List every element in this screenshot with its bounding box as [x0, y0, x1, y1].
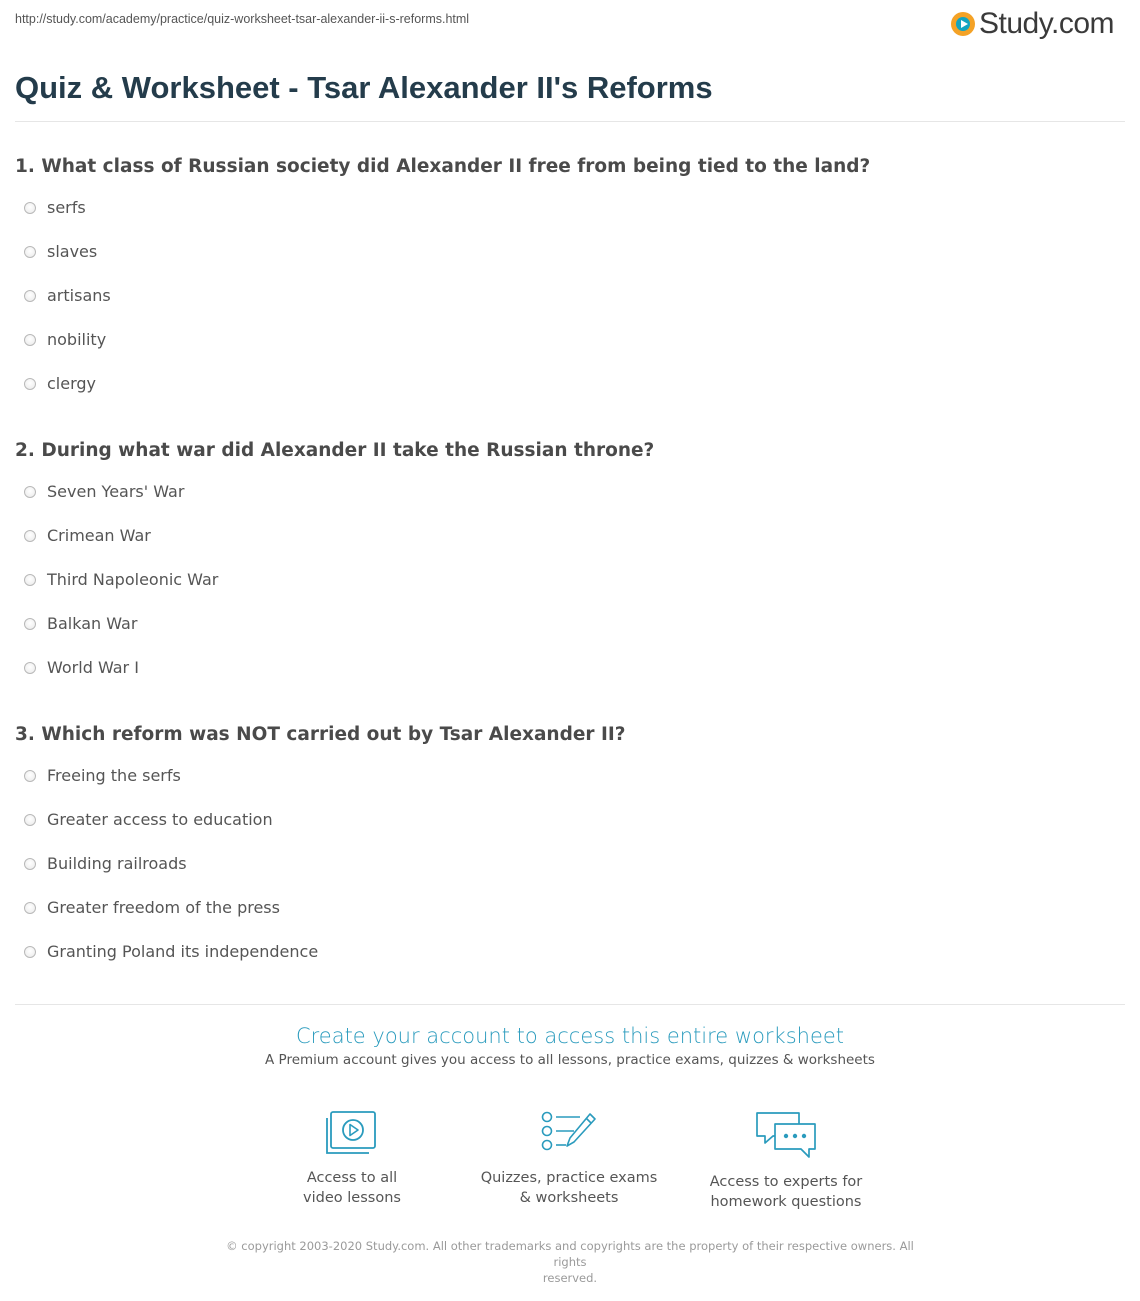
feature-quizzes [469, 1110, 669, 1208]
answer-option[interactable] [15, 854, 1115, 898]
answer-option[interactable] [15, 526, 1115, 570]
radio-button-icon[interactable] [24, 770, 36, 782]
answer-option[interactable] [15, 942, 1115, 986]
answer-option[interactable] [15, 570, 1115, 614]
answer-label: nobility [47, 330, 107, 349]
answer-label: clergy [47, 374, 97, 393]
copyright-footer: © copyright 2003-2020 Study.com. All other trademarks and copyrights are the property of their respective owners. All rights reserved. [226, 1239, 914, 1285]
answer-option[interactable] [15, 242, 1115, 286]
promo-divider [15, 1004, 1125, 1005]
radio-button-icon[interactable] [24, 530, 36, 542]
radio-button-icon[interactable] [24, 618, 36, 630]
answer-label: Greater access to education [47, 810, 273, 829]
answer-option[interactable] [15, 658, 1115, 702]
answer-option[interactable] [15, 374, 1115, 418]
question-text: 3. Which reform was NOT carried out by Tsar Alexander II? [15, 724, 626, 745]
feature-label: Access to experts for homework questions [709, 1174, 863, 1210]
answer-label: Granting Poland its independence [47, 942, 319, 961]
radio-button-icon[interactable] [24, 902, 36, 914]
logo-text: Study.com [979, 7, 1114, 40]
answer-option[interactable] [15, 286, 1115, 330]
answer-options [15, 482, 1115, 702]
question-1 [15, 155, 1115, 418]
answer-option[interactable] [15, 810, 1115, 854]
radio-button-icon[interactable] [24, 858, 36, 870]
answer-label: Crimean War [47, 526, 151, 545]
answer-options [15, 766, 1115, 986]
radio-button-icon[interactable] [24, 246, 36, 258]
answer-label: slaves [47, 242, 98, 261]
answer-label: Seven Years' War [47, 482, 185, 501]
answer-label: Third Napoleonic War [47, 570, 219, 589]
chat-bubbles-icon [753, 1110, 819, 1160]
answer-label: Balkan War [47, 614, 138, 633]
answer-option[interactable] [15, 614, 1115, 658]
question-2 [15, 439, 1115, 702]
answer-label: Building railroads [47, 854, 187, 873]
feature-video-lessons [252, 1110, 452, 1208]
page-title: Quiz & Worksheet - Tsar Alexander II's Reforms [15, 70, 713, 105]
answer-option[interactable] [15, 482, 1115, 526]
promo-subtitle: A Premium account gives you access to all lessons, practice exams, quizzes & worksheets [265, 1052, 875, 1068]
answer-option[interactable] [15, 766, 1115, 810]
question-text: 2. During what war did Alexander II take the Russian throne? [15, 440, 655, 461]
answer-label: Freeing the serfs [47, 766, 181, 785]
radio-button-icon[interactable] [24, 814, 36, 826]
radio-button-icon[interactable] [24, 662, 36, 674]
answer-options [15, 198, 1115, 418]
answer-option[interactable] [15, 198, 1115, 242]
quiz-checklist-icon [540, 1110, 598, 1156]
radio-button-icon[interactable] [24, 946, 36, 958]
signup-promo [0, 1024, 1140, 1068]
answer-label: serfs [47, 198, 86, 217]
answer-label: artisans [47, 286, 111, 305]
create-account-link[interactable]: Create your account to access this entire worksheet [295, 1024, 845, 1048]
feature-label: Access to all video lessons [303, 1170, 401, 1206]
answer-label: World War I [47, 658, 139, 677]
play-circle-logo-icon [951, 12, 975, 36]
feature-label: Quizzes, practice exams & worksheets [480, 1170, 658, 1206]
premium-features [0, 1110, 1140, 1210]
answer-option[interactable] [15, 898, 1115, 942]
radio-button-icon[interactable] [24, 378, 36, 390]
top-bar [0, 0, 1140, 50]
radio-button-icon[interactable] [24, 574, 36, 586]
question-text: 1. What class of Russian society did Alexander II free from being tied to the land? [15, 156, 871, 177]
feature-experts [686, 1110, 886, 1212]
question-3 [15, 723, 1115, 986]
page-url: http://study.com/academy/practice/quiz-worksheet-tsar-alexander-ii-s-reforms.html [15, 12, 470, 26]
radio-button-icon[interactable] [24, 202, 36, 214]
radio-button-icon[interactable] [24, 334, 36, 346]
answer-label: Greater freedom of the press [47, 898, 280, 917]
study-logo[interactable] [951, 6, 1114, 42]
video-lessons-icon [325, 1110, 379, 1156]
answer-option[interactable] [15, 330, 1115, 374]
title-divider [15, 121, 1125, 122]
radio-button-icon[interactable] [24, 290, 36, 302]
radio-button-icon[interactable] [24, 486, 36, 498]
